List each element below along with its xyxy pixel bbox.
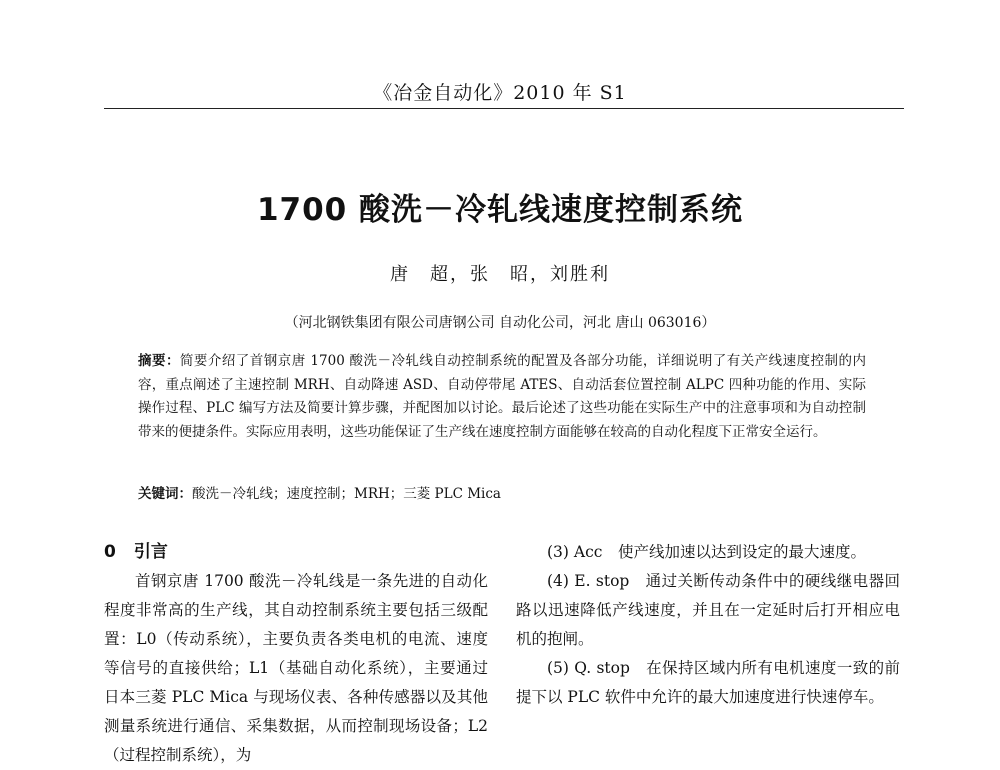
list-item-estop: (4) E. stop 通过关断传动条件中的硬线继电器回路以迅速降低产线速度，并且在一定延时后打开相应电机的抱闸。 bbox=[516, 572, 900, 648]
abstract-label: 摘要： bbox=[138, 353, 180, 369]
keywords-text: 酸洗－冷轧线；速度控制；MRH；三菱 PLC Mica bbox=[192, 486, 501, 502]
abstract-text: 简要介绍了首钢京唐 1700 酸洗－冷轧线自动控制系统的配置及各部分功能，详细说明了有关产线速度控制的内容，重点阐述了主速控制 MRH、自动降速 ASD、自动停带尾 ATES、自动活套位置控制 ALPC 四种功能的作用、实际操作过程、PLC 编写方法及简要计算步骤，并配图加以讨论。最后论述了这些功能在实际生产中的注意事项和为自动控制带来的便捷条件。实际应用表明，这些功能保证了生产线在速度控制方面能够在较高的自动化程度下正常安全运行。 bbox=[138, 353, 866, 440]
paper-title: 1700 酸洗－冷轧线速度控制系统 bbox=[256, 192, 744, 228]
right-column bbox=[516, 538, 900, 712]
left-column bbox=[104, 538, 488, 770]
affiliation: （河北钢铁集团有限公司唐钢公司 自动化公司，河北 唐山 063016） bbox=[284, 315, 716, 331]
section-title: 引言 bbox=[133, 542, 168, 562]
abstract bbox=[138, 350, 866, 444]
list-item-acc: (3) Acc 使产线加速以达到设定的最大速度。 bbox=[547, 543, 866, 561]
journal-header: 《冶金自动化》2010 年 S1 bbox=[373, 82, 627, 104]
list-item-qstop: (5) Q. stop 在保持区域内所有电机速度一致的前提下以 PLC 软件中允许的最大加速度进行快速停车。 bbox=[516, 659, 900, 706]
section-heading bbox=[104, 538, 488, 567]
keywords-label: 关键词： bbox=[138, 486, 192, 502]
authors: 唐 超，张 昭，刘胜利 bbox=[390, 264, 610, 285]
header-rule bbox=[104, 108, 904, 109]
keywords bbox=[138, 484, 866, 504]
section-number: 0 bbox=[104, 542, 116, 562]
intro-paragraph: 首钢京唐 1700 酸洗－冷轧线是一条先进的自动化程度非常高的生产线，其自动控制系统主要包括三级配置：L0（传动系统），主要负责各类电机的电流、速度等信号的直接供给；L1（基础自动化系统），主要通过日本三菱 PLC Mica 与现场仪表、各种传感器以及其他测量系统进行通信、采集数据，从而控制现场设备；L2（过程控制系统），为 bbox=[104, 572, 488, 764]
